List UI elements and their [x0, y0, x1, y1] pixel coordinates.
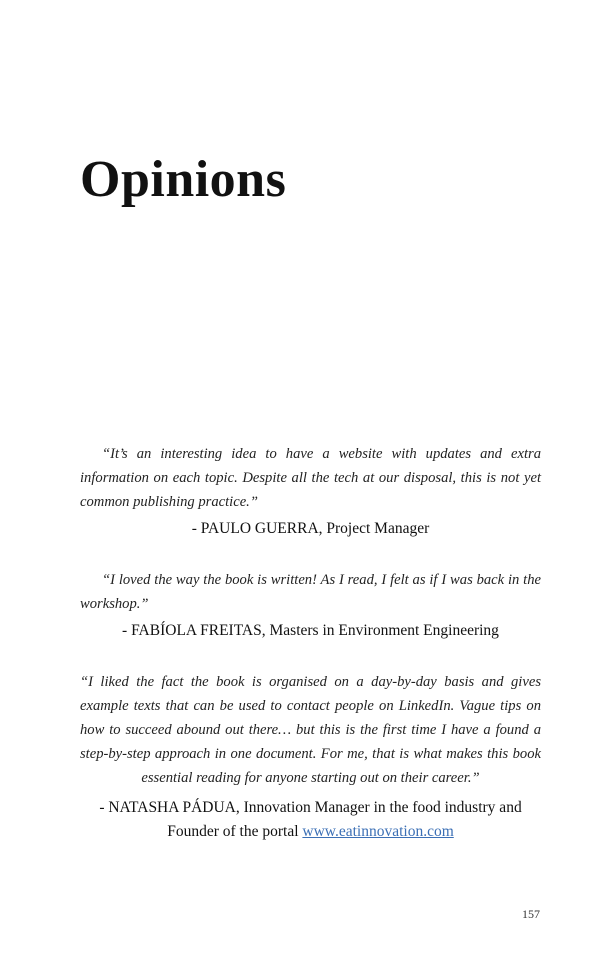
attribution-line-2-prefix: Founder of the portal	[167, 823, 303, 840]
page-number: 157	[522, 907, 540, 921]
quote-attribution-2: - FABÍOLA FREITAS, Masters in Environment Engineering	[122, 622, 499, 639]
quote-text-2: “I loved the way the book is written! As I read, I felt as if I was back in the workshop.”	[80, 572, 541, 612]
quote-attribution-1: - PAULO GUERRA, Project Manager	[191, 520, 430, 537]
portal-link[interactable]: www.eatinnovation.com	[302, 823, 454, 840]
page-title: Opinions	[80, 151, 287, 208]
quote-attribution-3	[80, 796, 541, 844]
quote-text-3: “I liked the fact the book is organised on a day-by-day basis and gives example texts that can be used to contact people on LinkedIn. Vague tips on how to succeed abound out there… but this is the first time I have a found a step-by-step approach in one document. For me, that is what makes this book essential reading for anyone starting out on their career.”	[80, 674, 541, 786]
quote-text-1: “It’s an interesting idea to have a website with updates and extra information on each topic. Despite all the tech at our disposal, this is not yet common publishing practice.”	[80, 446, 541, 510]
attribution-line-1: - NATASHA PÁDUA, Innovation Manager in the food industry and	[99, 799, 522, 816]
